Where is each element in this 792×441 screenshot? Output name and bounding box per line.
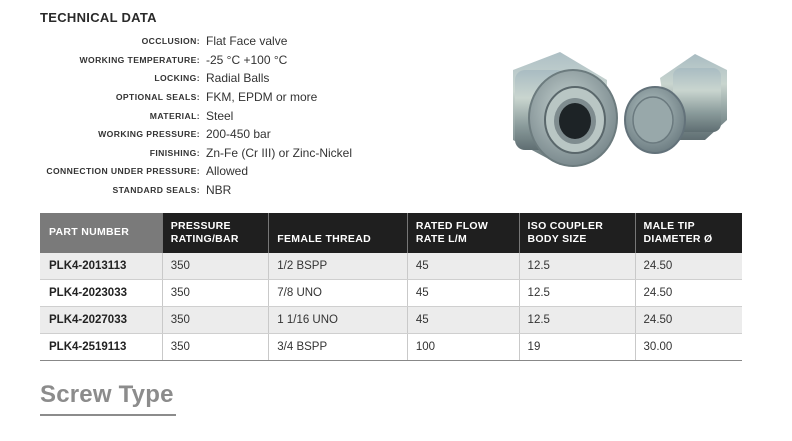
- part-number-cell: PLK4-2027033: [40, 307, 162, 334]
- table-cell: 24.50: [635, 307, 742, 334]
- spec-row: [0, 51, 460, 70]
- coupler-product-photo: [495, 40, 745, 175]
- spec-value: Flat Face valve: [206, 34, 288, 49]
- table-cell: 100: [407, 334, 519, 361]
- table-row: [40, 334, 742, 361]
- part-number-cell: PLK4-2013113: [40, 253, 162, 280]
- spec-row: [0, 88, 460, 107]
- table-cell: 45: [407, 253, 519, 280]
- table-row: [40, 253, 742, 280]
- column-header: FEMALE THREAD: [269, 213, 408, 253]
- table-cell: 45: [407, 280, 519, 307]
- technical-data-heading: TECHNICAL DATA: [40, 10, 157, 25]
- table-cell: 1 1/16 UNO: [269, 307, 408, 334]
- spec-value: Radial Balls: [206, 71, 270, 86]
- spec-value: 200-450 bar: [206, 127, 271, 142]
- spec-row: [0, 181, 460, 200]
- screw-type-heading: Screw Type: [40, 381, 174, 408]
- spec-label: WORKING PRESSURE:: [98, 129, 200, 140]
- table-row: [40, 307, 742, 334]
- table-cell: 3/4 BSPP: [269, 334, 408, 361]
- spec-value: Allowed: [206, 164, 249, 179]
- parts-table: [40, 213, 742, 361]
- part-number-cell: PLK4-2023033: [40, 280, 162, 307]
- heading-underline: [40, 414, 176, 416]
- table-cell: 350: [162, 307, 269, 334]
- spec-label: WORKING TEMPERATURE:: [79, 54, 200, 65]
- table-row: [40, 280, 742, 307]
- spec-value: NBR: [206, 183, 232, 198]
- spec-value: FKM, EPDM or more: [206, 90, 318, 105]
- spec-label: STANDARD SEALS:: [112, 185, 200, 196]
- spec-row: [0, 106, 460, 125]
- spec-value: -25 °C +100 °C: [206, 52, 288, 67]
- table-cell: 350: [162, 334, 269, 361]
- spec-label: CONNECTION UNDER PRESSURE:: [46, 166, 200, 177]
- column-header: ISO COUPLER BODY SIZE: [519, 213, 635, 253]
- table-cell: 350: [162, 253, 269, 280]
- spec-row: [0, 162, 460, 181]
- table-cell: 12.5: [519, 253, 635, 280]
- column-header: PART NUMBER: [40, 213, 162, 253]
- table-cell: 7/8 UNO: [269, 280, 408, 307]
- table-cell: 12.5: [519, 307, 635, 334]
- column-header: MALE TIP DIAMETER Ø: [635, 213, 742, 253]
- table-cell: 24.50: [635, 253, 742, 280]
- part-number-cell: PLK4-2519113: [40, 334, 162, 361]
- spec-value: Steel: [206, 108, 234, 123]
- spec-row: [0, 144, 460, 163]
- column-header: RATED FLOW RATE L/M: [407, 213, 519, 253]
- spec-label: OPTIONAL SEALS:: [115, 92, 200, 103]
- table-cell: 12.5: [519, 280, 635, 307]
- spec-row: [0, 32, 460, 51]
- column-header: PRESSURE RATING/BAR: [162, 213, 269, 253]
- spec-label: FINISHING:: [149, 147, 200, 158]
- spec-list: [0, 32, 460, 199]
- table-cell: 45: [407, 307, 519, 334]
- spec-label: LOCKING:: [154, 73, 200, 84]
- spec-label: OCCLUSION:: [141, 36, 200, 47]
- spec-row: [0, 125, 460, 144]
- parts-table-header: [40, 213, 742, 253]
- spec-label: MATERIAL:: [149, 110, 200, 121]
- table-cell: 19: [519, 334, 635, 361]
- table-cell: 350: [162, 280, 269, 307]
- table-cell: 30.00: [635, 334, 742, 361]
- table-cell: 24.50: [635, 280, 742, 307]
- spec-value: Zn-Fe (Cr III) or Zinc-Nickel: [206, 145, 353, 160]
- table-cell: 1/2 BSPP: [269, 253, 408, 280]
- spec-row: [0, 69, 460, 88]
